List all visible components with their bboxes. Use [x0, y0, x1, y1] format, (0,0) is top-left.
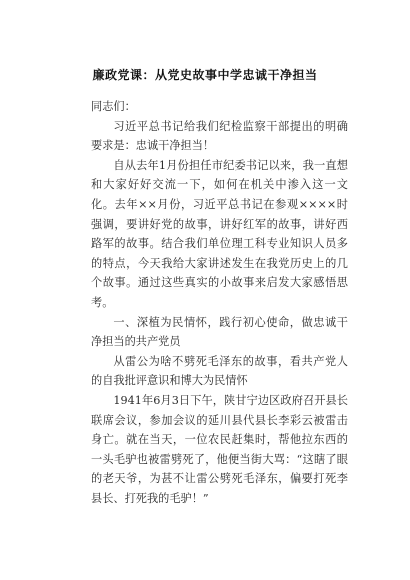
paragraph-story: 1941年6月3日下午，陕甘宁边区政府召开县长联席会议，参加会议的延川县代县长李彩云被雷击身亡。就在当天，一位农民赶集时，帮他拉东西的一头毛驴也被雷劈死了，他便当街大骂：“这瞎了眼的老天爷，为甚不让雷公劈死毛泽东，偏要打死李县长、打死我的毛驴！” [91, 393, 348, 505]
section-heading: 一、深植为民情怀，践行初心使命，做忠诚干净担当的共产党员 [91, 315, 348, 349]
salutation: 同志们： [91, 100, 136, 113]
paragraph-requirement: 习近平总书记给我们纪检监察干部提出的明确要求是：忠诚干净担当！ [91, 119, 348, 153]
subsection-heading: 从雷公为啥不劈死毛泽东的故事，看共产党人的自我批评意识和博大为民情怀 [91, 354, 348, 388]
document-title: 廉政党课：从党史故事中学忠诚干净担当 [92, 68, 318, 82]
paragraph-intro: 自从去年1月份担任市纪委书记以来，我一直想和大家好好交流一下，如何在机关中渗入这一文化。去年××月份，习近平总书记在参观××××时强调，要讲好党的故事，讲好红军的故事，讲好西路军的故事。结合我们单位理工科专业知识人员多的特点，今天我给大家讲述发生在我党历史上的几个故事。通过这些真实的小故事来启发大家感悟思考。 [91, 158, 348, 309]
document-body [91, 97, 348, 508]
